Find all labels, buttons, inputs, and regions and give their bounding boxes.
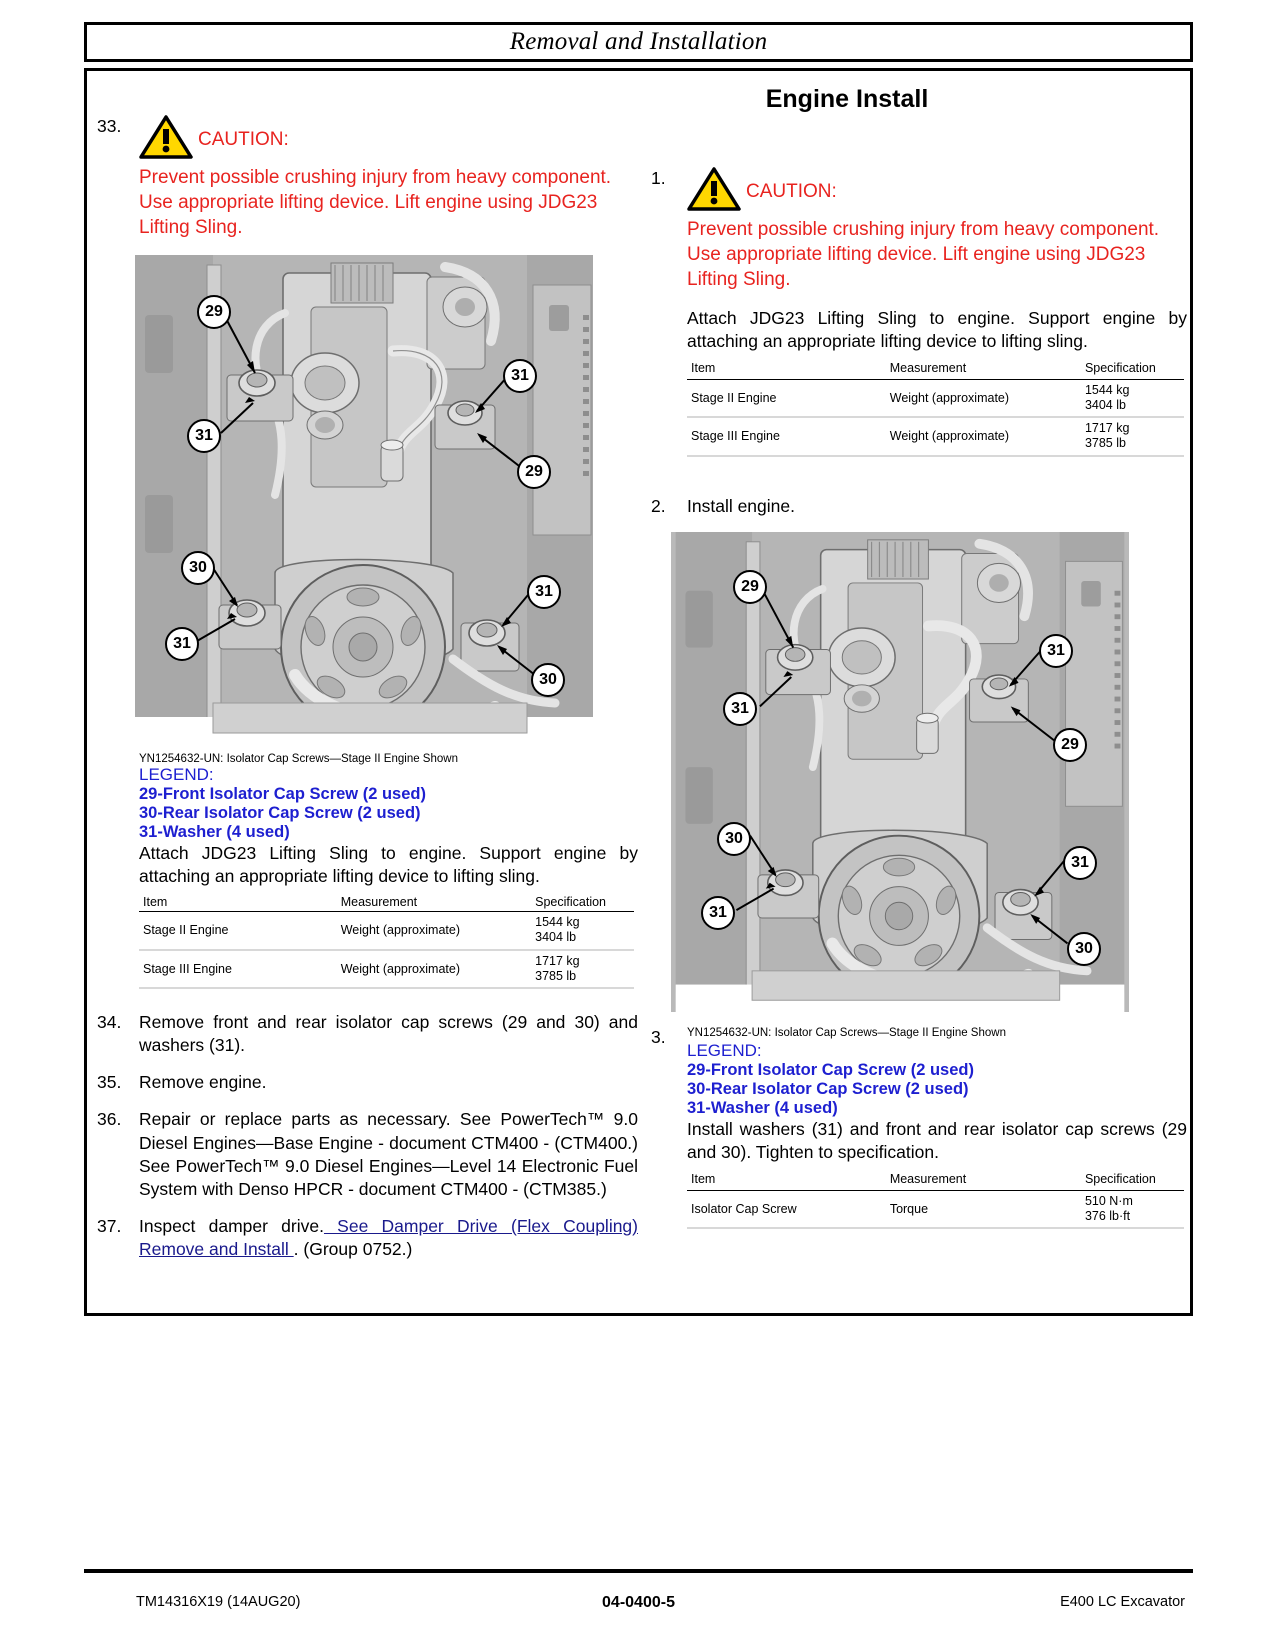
step-36 — [93, 1108, 638, 1200]
col-measurement: Measurement — [886, 1170, 1081, 1190]
figure-caption-left: YN1254632-UN: Isolator Cap Screws—Stage II Engine Shown — [139, 752, 458, 765]
spec-metric: 1544 kg — [1084, 382, 1130, 397]
step-1 — [647, 167, 1187, 457]
cell-item: Stage III Engine — [139, 950, 337, 989]
col-specification: Specification — [1081, 1170, 1184, 1190]
cell-measurement: Weight (approximate) — [886, 417, 1081, 456]
step-3-body — [687, 1026, 1187, 1229]
caution-label-right: CAUTION: — [746, 181, 837, 202]
callout-31-left-upper: 31 — [187, 419, 221, 453]
callout-30-right: 30 — [531, 663, 565, 697]
cell-measurement: Weight (approximate) — [886, 379, 1081, 417]
step-2-text: Install engine. — [687, 495, 795, 516]
caution-label-left: CAUTION: — [198, 129, 289, 150]
callout-31-right-upper: 31 — [503, 359, 537, 393]
callout-29-left-top: 29 — [197, 295, 231, 329]
cell-specification — [531, 950, 634, 989]
section-title: Engine Install — [765, 85, 929, 113]
spec-imperial: 3785 lb — [1084, 436, 1126, 451]
right-column — [647, 167, 1187, 1243]
weight-spec-table-right — [687, 359, 1184, 457]
step-34 — [93, 1011, 638, 1057]
callout-31-left-lower: 31 — [165, 627, 199, 661]
legend-left-item-31: 31-Washer (4 used) — [139, 822, 290, 841]
caution-heading-right — [687, 167, 1187, 215]
cell-item: Stage II Engine — [687, 379, 886, 417]
callout-31-right-lower: 31 — [527, 575, 561, 609]
spec-metric: 510 N·m — [1084, 1193, 1133, 1208]
col-measurement: Measurement — [886, 359, 1081, 379]
engine-figure-right — [671, 532, 1129, 1012]
spec-imperial: 3785 lb — [535, 968, 577, 983]
step-33-number: 33. — [97, 116, 122, 136]
spec-metric: 1717 kg — [535, 953, 580, 968]
table-row — [139, 912, 634, 950]
cell-item: Isolator Cap Screw — [687, 1190, 886, 1228]
step-37-pre-text: Inspect damper drive. — [139, 1215, 324, 1236]
legend-right-heading: LEGEND: — [687, 1040, 762, 1060]
step-34-text: Remove front and rear isolator cap screws (29 and 30) and washers (31). — [139, 1012, 638, 1056]
cell-measurement: Torque — [886, 1190, 1081, 1228]
caution-text-right — [687, 217, 1187, 293]
figure-caption-right: YN1254632-UN: Isolator Cap Screws—Stage II Engine Shown — [687, 1026, 1006, 1039]
caution-left-line-2: Use appropriate lifting device. Lift engine using JDG23 — [139, 191, 598, 213]
legend-right-item-29: 29-Front Isolator Cap Screw (2 used) — [687, 1060, 974, 1079]
page-header — [84, 22, 1193, 62]
col-measurement: Measurement — [337, 894, 531, 912]
caution-right-line-1: Prevent possible crushing injury from heavy component. — [687, 218, 1160, 240]
caution-text-left — [139, 165, 638, 241]
legend-left-item-30: 30-Rear Isolator Cap Screw (2 used) — [139, 803, 421, 822]
spec-metric: 1717 kg — [1084, 421, 1130, 436]
col-specification: Specification — [531, 894, 634, 912]
table-row — [687, 417, 1184, 456]
table-header-row — [687, 359, 1184, 379]
cell-measurement: Weight (approximate) — [337, 950, 531, 989]
step-35-text: Remove engine. — [139, 1072, 267, 1093]
torque-spec-table — [687, 1170, 1184, 1229]
footer-page-number: 04-0400-5 — [602, 1594, 675, 1611]
legend-right-item-30: 30-Rear Isolator Cap Screw (2 used) — [687, 1079, 969, 1098]
cell-specification — [1081, 417, 1184, 456]
callout-31-right-lower: 31 — [1063, 846, 1097, 880]
cell-item: Stage II Engine — [139, 912, 337, 950]
table-header-row — [139, 894, 634, 912]
callout-31-right-upper: 31 — [1039, 634, 1073, 668]
caution-right-line-2: Use appropriate lifting device. Lift engine using JDG23 — [687, 243, 1146, 265]
step-33-body — [139, 115, 638, 241]
cell-item: Stage III Engine — [687, 417, 886, 456]
step-35 — [93, 1071, 638, 1094]
caution-right-line-3: Lifting Sling. — [687, 269, 791, 291]
step-37-post-text: . (Group 0752.) — [293, 1238, 413, 1259]
step-37 — [93, 1215, 638, 1261]
caution-heading-left — [139, 115, 638, 163]
legend-right — [687, 1041, 1187, 1118]
table-row — [139, 950, 634, 989]
attach-text-right: Attach JDG23 Lifting Sling to engine. Support engine by attaching an appropriate lifting device to lifting sling. — [687, 307, 1187, 351]
callout-29-right: 29 — [517, 455, 551, 489]
caution-left-line-3: Lifting Sling. — [139, 217, 243, 239]
step-3 — [647, 1026, 1187, 1229]
install-text-right: Install washers (31) and front and rear isolator cap screws (29 and 30). Tighten to specification. — [687, 1118, 1187, 1162]
callout-30-left: 30 — [717, 822, 751, 856]
attach-text-left: Attach JDG23 Lifting Sling to engine. Support engine by attaching an appropriate lifting device to lifting sling. — [139, 842, 638, 887]
table-row — [687, 379, 1184, 417]
step-35-number: 35. — [97, 1072, 122, 1093]
step-33 — [93, 115, 638, 241]
footer-model: E400 LC Excavator — [1060, 1594, 1185, 1610]
legend-left-heading: LEGEND: — [139, 764, 214, 784]
step-36-number: 36. — [97, 1109, 122, 1130]
step-2 — [647, 495, 1187, 518]
spec-imperial: 3404 lb — [1084, 397, 1126, 412]
col-item: Item — [139, 894, 337, 912]
col-item: Item — [687, 1170, 886, 1190]
step-3-number: 3. — [651, 1026, 666, 1047]
table-row — [687, 1190, 1184, 1228]
legend-left — [139, 765, 638, 842]
content-frame — [84, 68, 1193, 1316]
step-2-number: 2. — [651, 495, 666, 516]
caution-left-line-1: Prevent possible crushing injury from heavy component. — [139, 166, 612, 188]
table-header-row — [687, 1170, 1184, 1190]
warning-triangle-icon — [139, 115, 193, 163]
step-37-body — [139, 1215, 638, 1261]
damper-drive-link[interactable]: See Damper Drive (Flex Coupling) Remove and Install — [139, 1215, 638, 1259]
spec-imperial: 3404 lb — [535, 930, 577, 945]
weight-spec-table-left — [139, 894, 634, 989]
page-header-title: Removal and Installation — [509, 28, 768, 55]
callout-30-right: 30 — [1067, 932, 1101, 966]
page-footer — [84, 1594, 1193, 1614]
legend-left-item-29: 29-Front Isolator Cap Screw (2 used) — [139, 784, 426, 803]
cell-specification — [1081, 379, 1184, 417]
footer-divider — [84, 1569, 1193, 1573]
spec-imperial: 376 lb·ft — [1084, 1208, 1131, 1223]
left-column — [93, 115, 638, 1275]
engine-illustration-right — [671, 532, 1129, 1012]
callout-30-left: 30 — [181, 551, 215, 585]
legend-right-item-31: 31-Washer (4 used) — [687, 1098, 838, 1117]
step-34-number: 34. — [97, 1012, 122, 1033]
cell-specification — [1081, 1190, 1184, 1228]
callout-29-left-top: 29 — [733, 570, 767, 604]
callout-31-left-upper: 31 — [723, 692, 757, 726]
engine-illustration-left — [135, 255, 593, 745]
footer-manual-id: TM14316X19 (14AUG20) — [136, 1594, 301, 1610]
callout-29-right: 29 — [1053, 728, 1087, 762]
cell-specification — [531, 912, 634, 950]
col-specification: Specification — [1081, 359, 1184, 379]
engine-figure-left — [135, 255, 593, 745]
step-1-body — [687, 167, 1187, 457]
col-item: Item — [687, 359, 886, 379]
callout-31-left-lower: 31 — [701, 896, 735, 930]
step-37-number: 37. — [97, 1215, 122, 1236]
step-36-text: Repair or replace parts as necessary. See PowerTech™ 9.0 Diesel Engines—Base Engine - document CTM400 - (CTM400.) See PowerTech™ 9.0 Diesel Engines—Level 14 Electronic Fuel System with Denso HPCR - document CTM400 - (CTM385.) — [139, 1109, 638, 1199]
step-1-number: 1. — [651, 168, 666, 188]
cell-measurement: Weight (approximate) — [337, 912, 531, 950]
spec-metric: 1544 kg — [535, 915, 580, 930]
warning-triangle-icon — [687, 167, 741, 215]
